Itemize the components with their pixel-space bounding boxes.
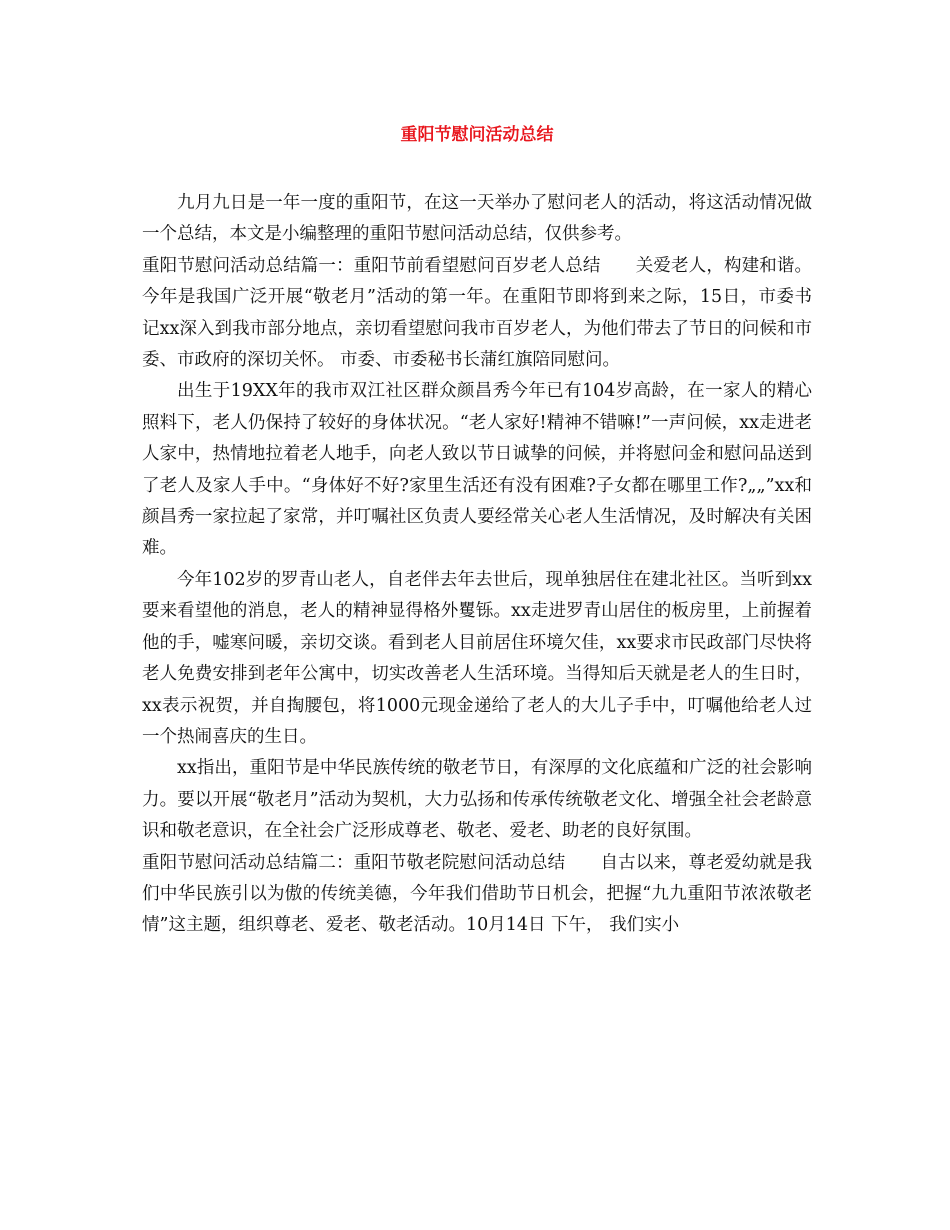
paragraph-remarks: xx指出，重阳节是中华民族传统的敬老节日，有深厚的文化底蕴和广泛的社会影响力。要以开展“敬老月”活动为契机，大力弘扬和传承传统敬老文化、增强全社会老龄意识和敬老意识，在全社会广泛形成尊老、敬老、爱老、助老的良好氛围。 bbox=[142, 758, 812, 842]
document-title: 重阳节慰问活动总结 bbox=[400, 125, 554, 145]
document-page bbox=[142, 118, 812, 942]
paragraph-section-two-heading: 重阳节慰问活动总结篇二：重阳节敬老院慰问活动总结 自古以来，尊老爱幼就是我们中华民族引以为傲的传统美德，今年我们借助节日机会，把握“九九重阳节浓浓敬老情”这主题，组织尊老、爱老、敬老活动。10月14日 下午， 我们实小 bbox=[142, 852, 812, 936]
paragraph-intro: 九月九日是一年一度的重阳节，在这一天举办了慰问老人的活动，将这活动情况做一个总结，本文是小编整理的重阳节慰问活动总结，仅供参考。 bbox=[142, 193, 812, 245]
paragraph-yan-changxiu: 出生于19XX年的我市双江社区群众颜昌秀今年已有104岁高龄，在一家人的精心照料下，老人仍保持了较好的身体状况。“老人家好!精神不错嘛!”一声问候，xx走进老人家中，热情地拉着老人地手，向老人致以节日诚挚的问候，并将慰问金和慰问品送到了老人及家人手中。“身体好不好?家里生活还有没有困难?子女都在哪里工作?„„”xx和颜昌秀一家拉起了家常，并叮嘱社区负责人要经常关心老人生活情况，及时解决有关困难。 bbox=[142, 381, 812, 559]
paragraph-section-one-heading: 重阳节慰问活动总结篇一：重阳节前看望慰问百岁老人总结 关爱老人，构建和谐。今年是我国广泛开展“敬老月”活动的第一年。在重阳节即将到来之际，15日，市委书记xx深入到我市部分地点，亲切看望慰问我市百岁老人，为他们带去了节日的问候和市委、市政府的深切关怀。 市委、市委秘书长蒲红旗陪同慰问。 bbox=[142, 255, 812, 371]
paragraph-luo-qingshan: 今年102岁的罗青山老人，自老伴去年去世后，现单独居住在建北社区。当听到xx要来看望他的消息，老人的精神显得格外矍铄。xx走进罗青山居住的板房里，上前握着他的手，嘘寒问暖，亲切交谈。看到老人目前居住环境欠佳，xx要求市民政部门尽快将老人免费安排到老年公寓中，切实改善老人生活环境。当得知后天就是老人的生日时，xx表示祝贺，并自掏腰包，将1000元现金递给了老人的大儿子手中，叮嘱他给老人过一个热闹喜庆的生日。 bbox=[142, 569, 812, 747]
